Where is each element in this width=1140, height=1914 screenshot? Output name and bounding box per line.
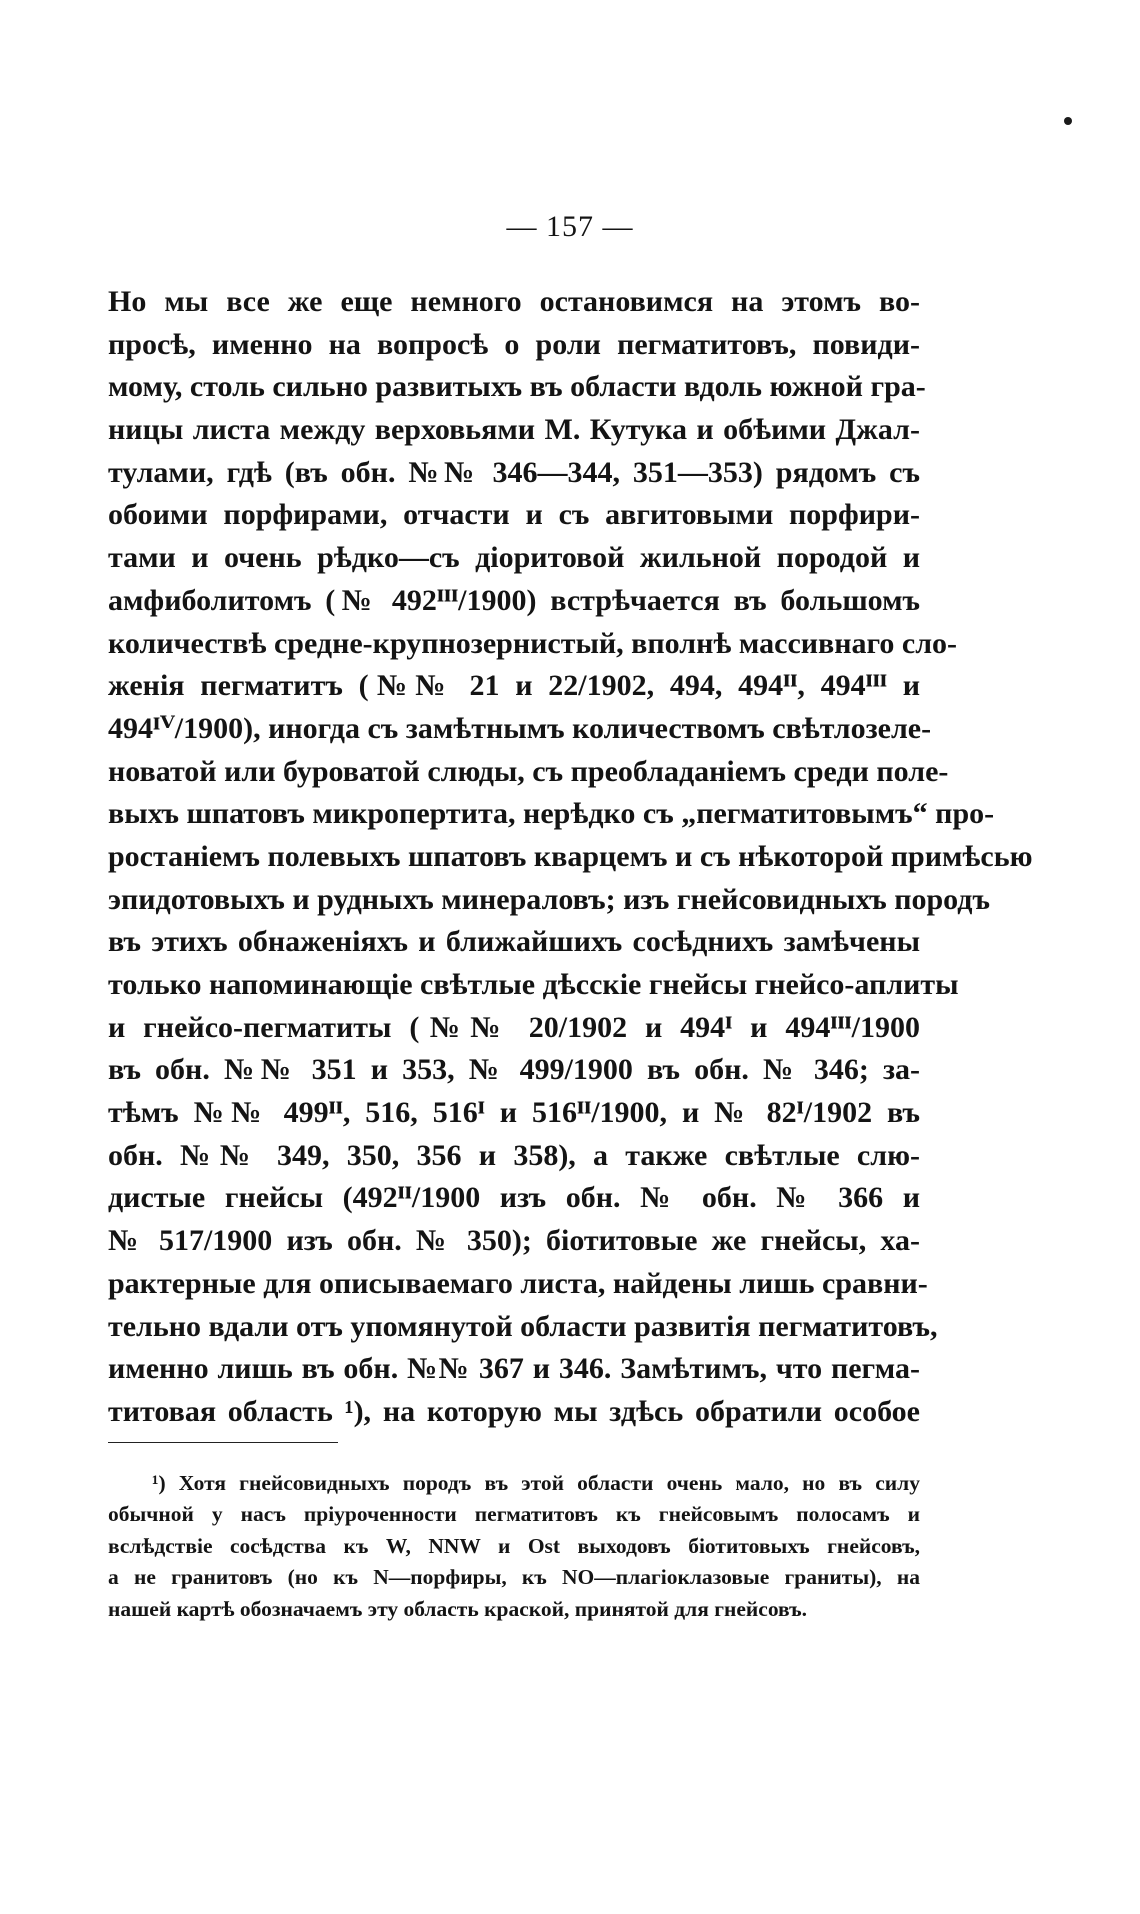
page-number: — 157 —	[506, 210, 634, 243]
text-line: ницы листа между верховьями М. Кутука и обѣими Джал-	[108, 413, 920, 447]
footnote-line: нашей картѣ обозначаемъ эту область краской, принятой для гнейсовъ.	[108, 1596, 808, 1621]
text-line: выхъ шпатовъ микропертита, нерѣдко съ „пегматитовымъ“ про-	[108, 797, 995, 831]
text-line: титовая область ¹), на которую мы здѣсь обратили особое	[108, 1394, 920, 1428]
text-line: 494ᴵⱽ/1900), иногда съ замѣтнымъ количествомъ свѣтлозеле-	[108, 711, 932, 745]
main-text	[108, 281, 1033, 1434]
text-line: № 517/1900 изъ обн. № 350); біотитовые же гнейсы, ха-	[108, 1224, 920, 1258]
text-line: просѣ, именно на вопросѣ о роли пегматитовъ, повиди-	[108, 327, 920, 361]
text-line: ростаніемъ полевыхъ шпатовъ кварцемъ и съ нѣкоторой примѣсью	[108, 839, 1033, 873]
text-line: женія пегматитъ (№№ 21 и 22/1902, 494, 494ᴵᴵ, 494ᴵᴵᴵ и	[108, 669, 920, 703]
text-line: тельно вдали отъ упомянутой области развитія пегматитовъ,	[108, 1309, 938, 1343]
footnote-line: вслѣдствіе сосѣдства къ W, NNW и Ost выходовъ біотитовыхъ гнейсовъ,	[108, 1533, 920, 1558]
scan-speck	[1064, 117, 1072, 125]
text-line: въ обн. №№ 351 и 353, № 499/1900 въ обн. № 346; за-	[108, 1053, 920, 1087]
text-line: рактерные для описываемаго листа, найдены лишь сравни-	[108, 1266, 928, 1300]
text-line: количествѣ средне-крупнозернистый, вполнѣ массивнаго сло-	[108, 626, 958, 660]
footnote-line: обычной у насъ пріуроченности пегматитовъ къ гнейсовымъ полосамъ и	[108, 1502, 920, 1527]
text-line: новатой или буроватой слюды, съ преобладаніемъ среди поле-	[108, 754, 949, 788]
text-line: и гнейсо-пегматиты (№№ 20/1902 и 494ᴵ и 494ᴵᴵᴵ/1900	[108, 1010, 920, 1044]
footnote-line: а не гранитовъ (но къ N—порфиры, къ NO—плагіоклазовые граниты), на	[108, 1565, 920, 1590]
text-line: тулами, гдѣ (въ обн. №№ 346—344, 351—353) рядомъ съ	[108, 455, 920, 489]
text-line: тами и очень рѣдко—съ діоритовой жильной породой и	[108, 541, 920, 575]
text-line: именно лишь въ обн. №№ 367 и 346. Замѣтимъ, что пегма-	[108, 1352, 920, 1386]
text-line: въ этихъ обнаженіяхъ и ближайшихъ сосѣднихъ замѣчены	[108, 925, 920, 959]
text-line: мому, столь сильно развитыхъ въ области вдоль южной гра-	[108, 370, 926, 404]
footnote-separator	[108, 1442, 338, 1443]
footnote-line: ¹) Хотя гнейсовидныхъ породъ въ этой области очень мало, но въ силу	[152, 1471, 920, 1495]
text-line: обоими порфирами, отчасти и съ авгитовыми порфири-	[108, 498, 920, 532]
text-line: обн. №№ 349, 350, 356 и 358), а также свѣтлые слю-	[108, 1138, 920, 1172]
text-line: амфиболитомъ (№ 492ᴵᴵᴵ/1900) встрѣчается въ большомъ	[108, 583, 920, 617]
footnote	[108, 1468, 920, 1625]
text-line: Но мы все же еще немного остановимся на этомъ во-	[108, 285, 920, 318]
text-line: тѣмъ №№ 499ᴵᴵ, 516, 516ᴵ и 516ᴵᴵ/1900, и № 82ᴵ/1902 въ	[108, 1096, 920, 1130]
text-line: дистые гнейсы (492ᴵᴵ/1900 изъ обн. № обн. № 366 и	[108, 1181, 920, 1215]
text-line: эпидотовыхъ и рудныхъ минераловъ; изъ гнейсовидныхъ породъ	[108, 882, 990, 916]
text-line: только напоминающіе свѣтлые дѣсскіе гнейсы гнейсо-аплиты	[108, 968, 959, 1001]
